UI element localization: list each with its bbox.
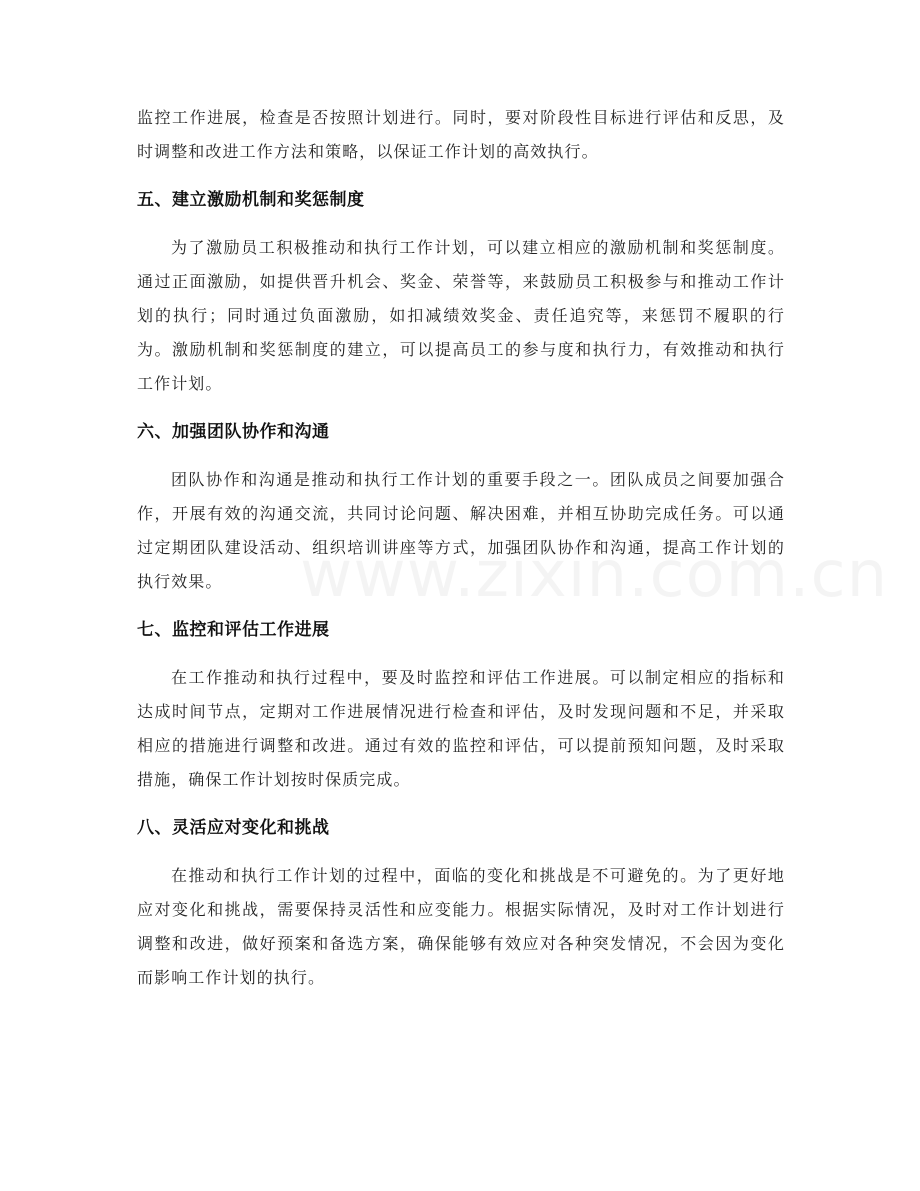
section-heading: 八、灵活应对变化和挑战 <box>137 818 330 838</box>
document-body <box>137 101 785 995</box>
section-heading: 五、建立激励机制和奖惩制度 <box>137 190 365 210</box>
section-paragraph: 在工作推动和执行过程中，要及时监控和评估工作进展。可以制定相应的指标和达成时间节点，定期对工作进展情况进行检查和评估，及时发现问题和不足，并采取相应的措施进行调整和改进。通过有效的监控和评估，可以提前预知问题，及时采取措施，确保工作计划按时保质完成。 <box>137 668 785 789</box>
section-paragraph: 团队协作和沟通是推动和执行工作计划的重要手段之一。团队成员之间要加强合作，开展有效的沟通交流，共同讨论问题、解决困难，并相互协助完成任务。可以通过定期团队建设活动、组织培训讲座等方式，加强团队协作和沟通，提高工作计划的执行效果。 <box>137 470 785 591</box>
section-heading: 七、监控和评估工作进展 <box>137 620 330 640</box>
section-paragraph: 在推动和执行工作计划的过程中，面临的变化和挑战是不可避免的。为了更好地应对变化和挑战，需要保持灵活性和应变能力。根据实际情况，及时对工作计划进行调整和改进，做好预案和备选方案，确保能够有效应对各种突发情况，不会因为变化而影响工作计划的执行。 <box>137 866 785 987</box>
section-heading: 六、加强团队协作和沟通 <box>137 422 330 442</box>
section-paragraph: 为了激励员工积极推动和执行工作计划，可以建立相应的激励机制和奖惩制度。通过正面激励，如提供晋升机会、奖金、荣誉等，来鼓励员工积极参与和推动工作计划的执行；同时通过负面激励，如扣减绩效奖金、责任追究等，来惩罚不履职的行为。激励机制和奖惩制度的建立，可以提高员工的参与度和执行力，有效推动和执行工作计划。 <box>137 238 785 393</box>
intro-paragraph: 监控工作进展，检查是否按照计划进行。同时，要对阶段性目标进行评估和反思，及时调整和改进工作方法和策略，以保证工作计划的高效执行。 <box>137 108 785 161</box>
